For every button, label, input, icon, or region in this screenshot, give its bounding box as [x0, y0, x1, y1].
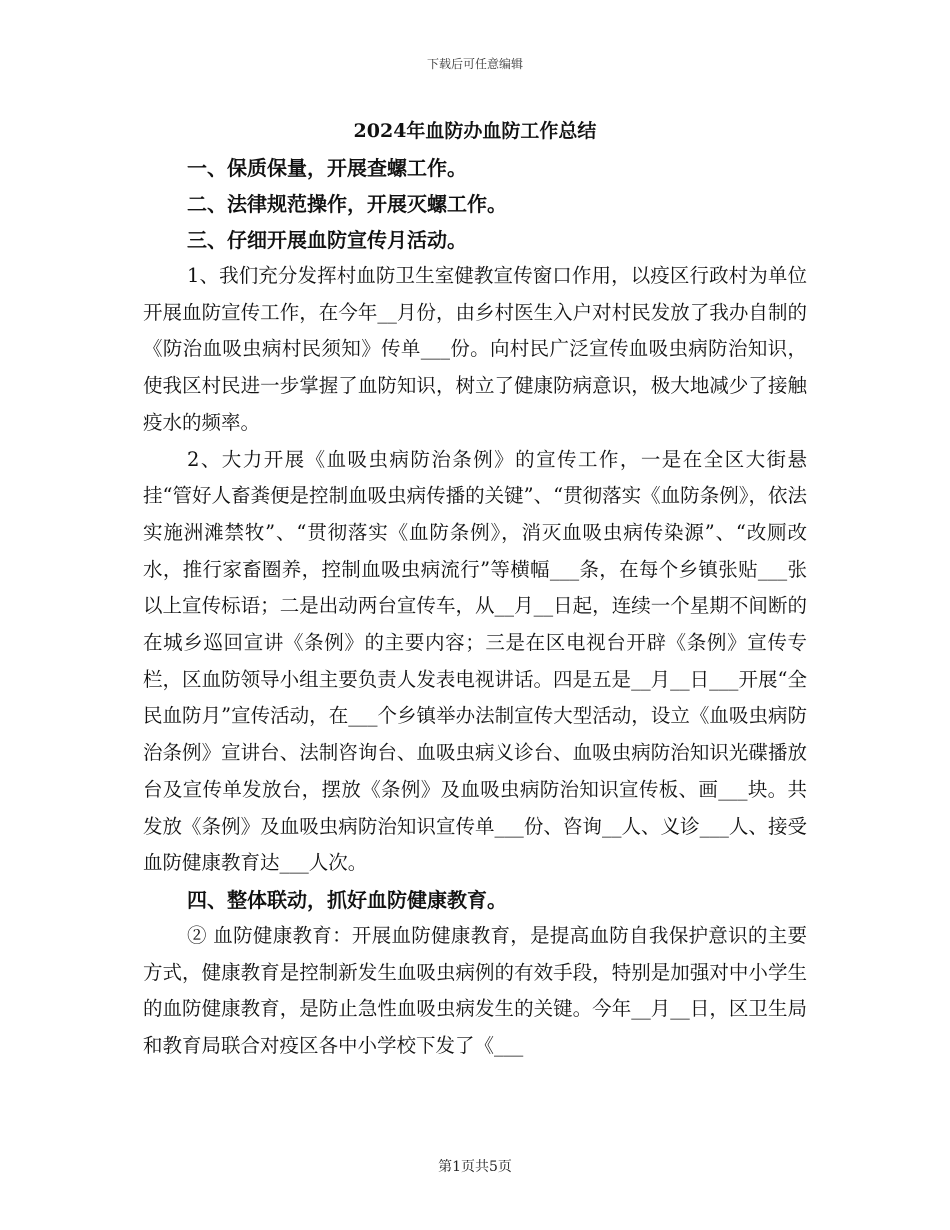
paragraph-1: 1、我们充分发挥村血防卫生室健教宣传窗口作用，以疫区行政村为单位开展血防宣传工作，在今年__月份，由乡村医生入户对村民发放了我办自制的《防治血吸虫病村民须知》传单___份。向村民广泛宣传血吸虫病防治知识，使我区村民进一步掌握了血防知识，树立了健康防病意识，极大地减少了接触疫水的频率。 [143, 264, 807, 434]
paragraph-3: ② 血防健康教育：开展血防健康教育，是提高血防自我保护意识的主要方式，健康教育是控制新发生血吸虫病例的有效手段，特别是加强对中小学生的血防健康教育，是防止急性血吸虫病发生的关键。今年__月__日，区卫生局和教育局联合对疫区各中小学校下发了《___ [143, 923, 807, 1058]
document-title: 2024年血防办血防工作总结 [353, 120, 597, 142]
section-heading-4: 四、整体联动，抓好血防健康教育。 [187, 887, 507, 912]
section-heading-3: 三、仔细开展血防宣传月活动。 [187, 228, 467, 252]
document-body [143, 150, 807, 1065]
section-heading-1: 一、保质保量，开展查螺工作。 [187, 156, 467, 180]
section-heading-2: 二、法律规范操作，开展灭螺工作。 [187, 192, 507, 216]
page-header-note: 下载后可任意编辑 [426, 57, 523, 71]
paragraph-2: 2、大力开展《血吸虫病防治条例》的宣传工作，一是在全区大街悬挂“管好人畜粪便是控制血吸虫病传播的关键”、“贯彻落实《血防条例》，依法实施洲滩禁牧”、“贯彻落实《血防条例》，消灭血吸虫病传染源”、“改厕改水，推行家畜圈养，控制血吸虫病流行”等横幅___条，在每个乡镇张贴___张以上宣传标语；二是出动两台宣传车，从__月__日起，连续一个星期不间断的在城乡巡回宣讲《条例》的主要内容；三是在区电视台开辟《条例》宣传专栏，区血防领导小组主要负责人发表电视讲话。四是五是__月__日___开展“全民血防月”宣传活动，在___个乡镇举办法制宣传大型活动，设立《血吸虫病防治条例》宣讲台、法制咨询台、血吸虫病义诊台、血吸虫病防治知识光碟播放台及宣传单发放台，摆放《条例》及血吸虫病防治知识宣传板、画___块。共发放《条例》及血吸虫病防治知识宣传单___份、咨询__人、义诊___人、接受血防健康教育达___人次。 [143, 447, 807, 875]
page-footer-number: 第1页共5页 [438, 1159, 512, 1175]
